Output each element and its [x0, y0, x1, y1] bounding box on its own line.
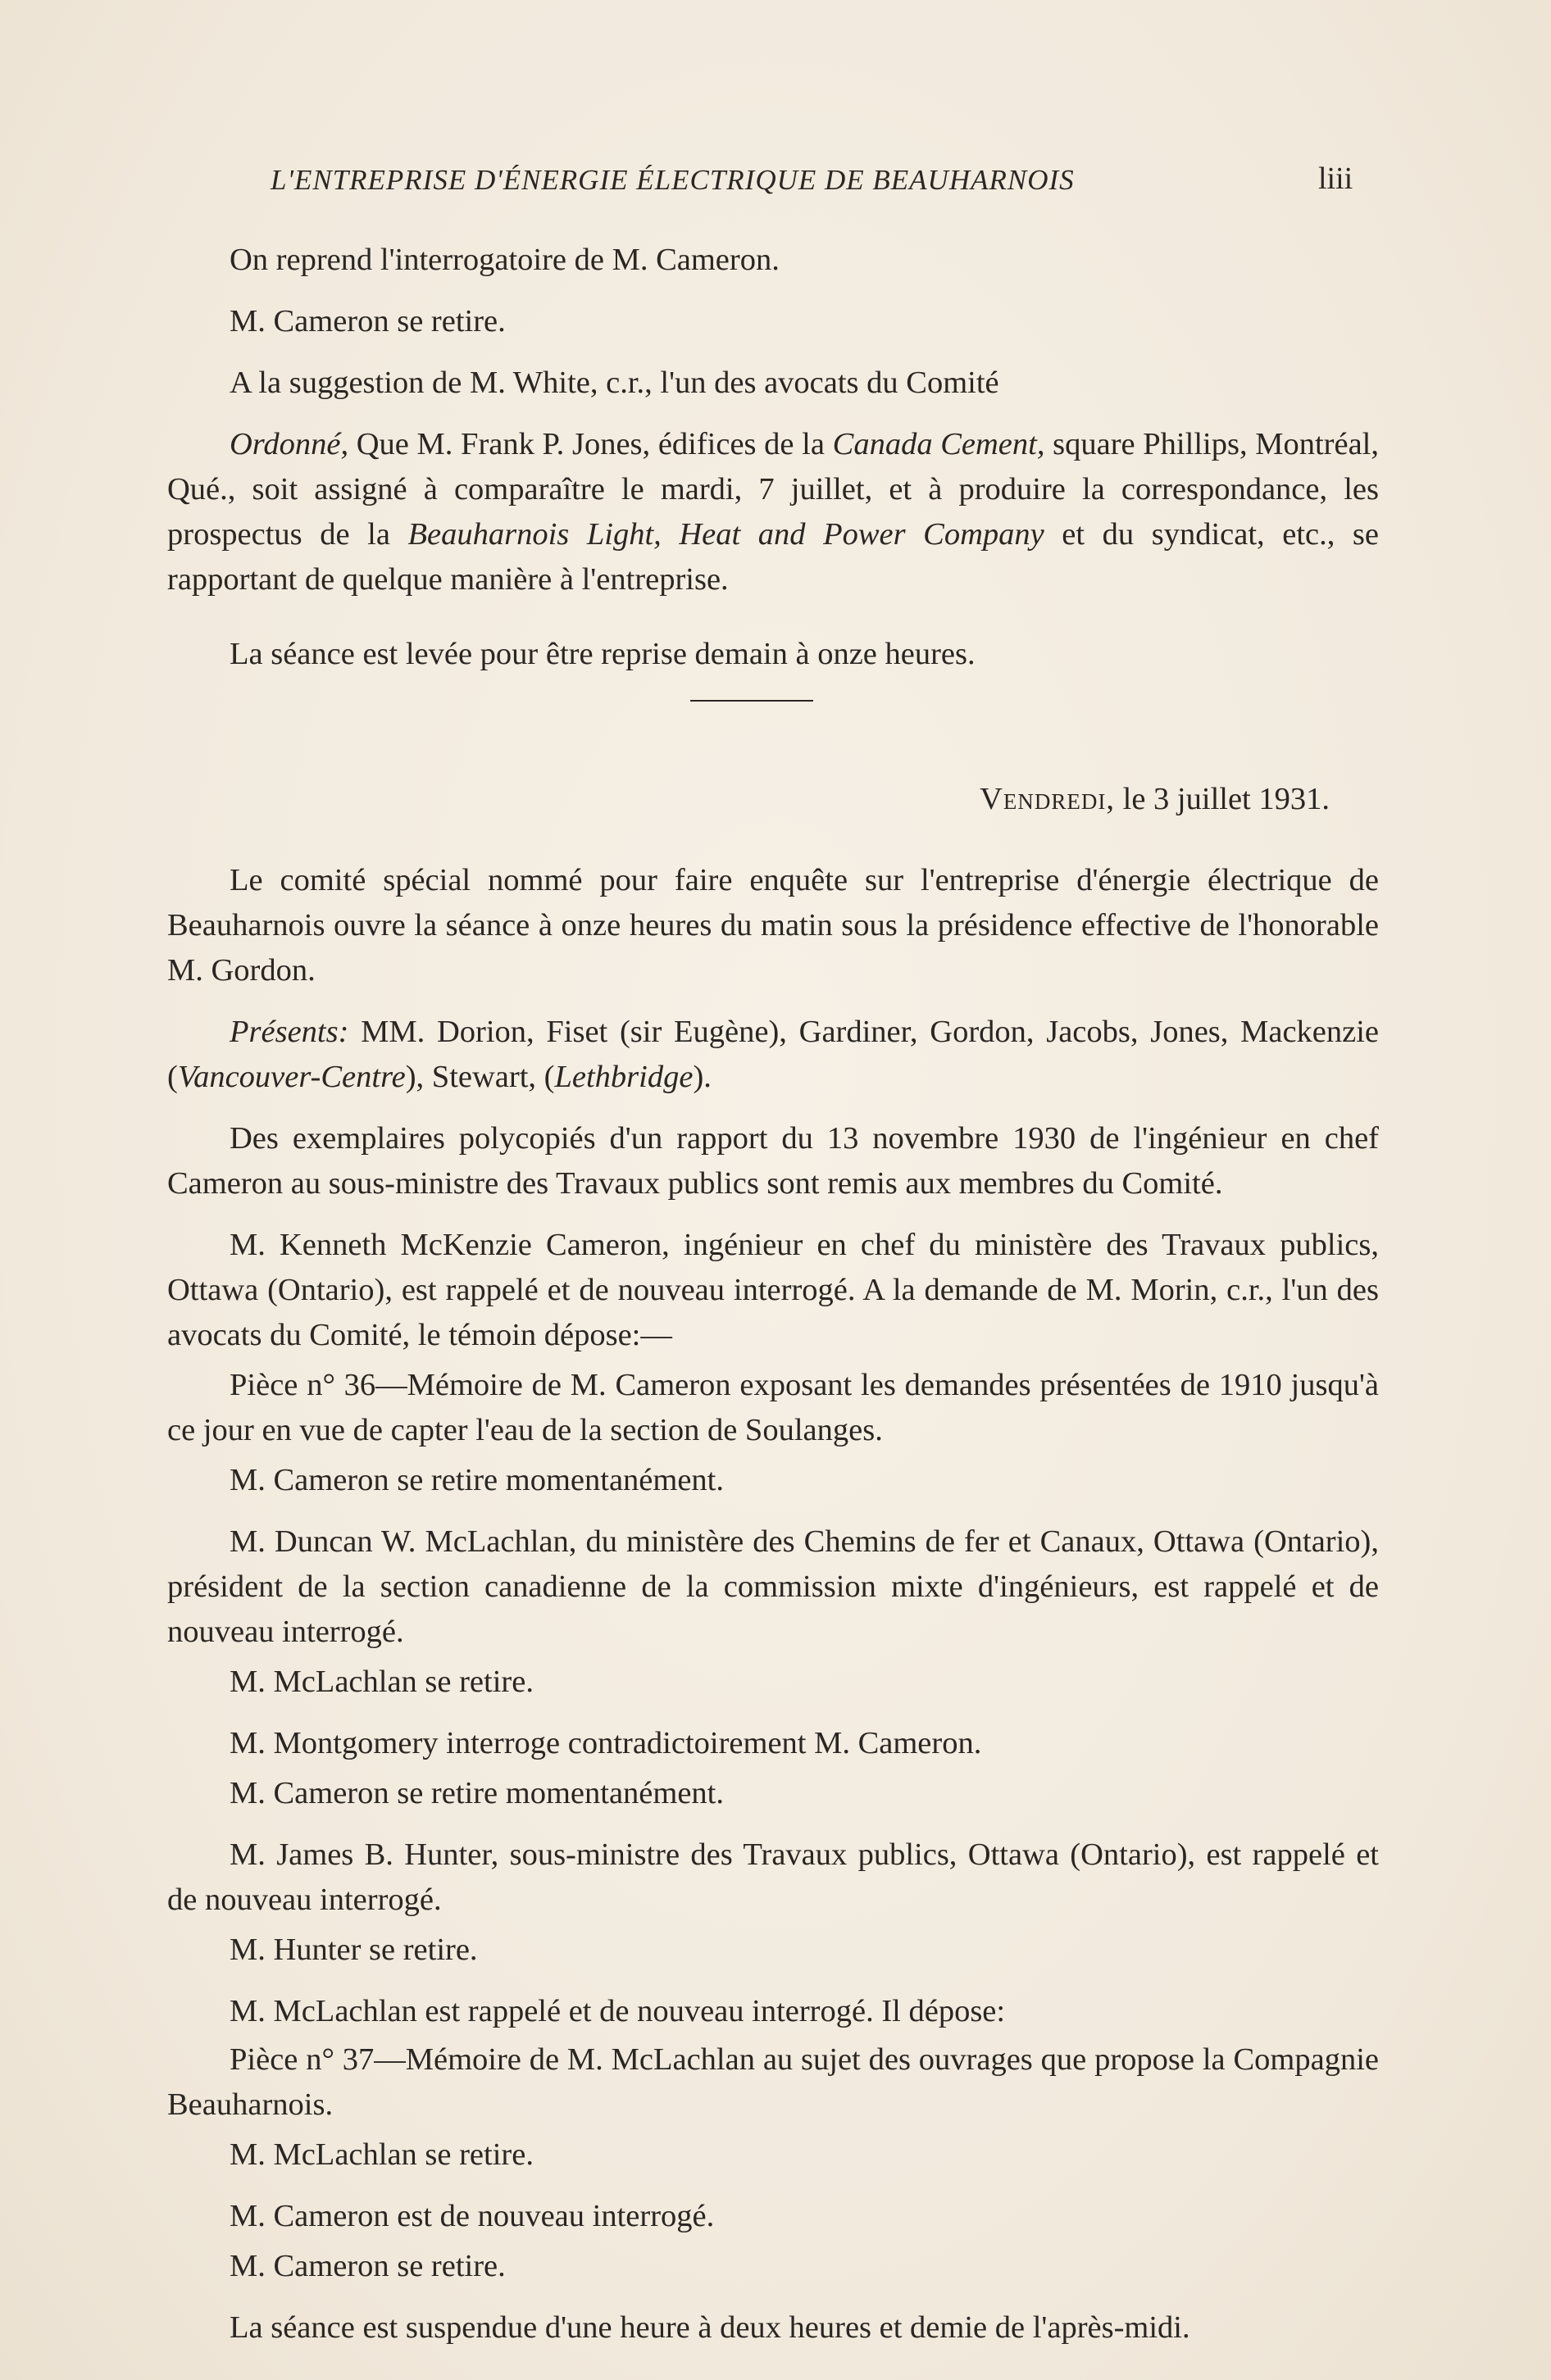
paragraph: M. James B. Hunter, sous-ministre des Travaux publics, Ottawa (Ontario), est rappelé et de nouveau interrogé.	[167, 1837, 1379, 1917]
paragraph: M. Cameron est de nouveau interrogé.	[230, 2199, 715, 2233]
paragraph: M. McLachlan est rappelé et de nouveau interrogé. Il dépose:	[230, 1994, 1006, 2028]
body-text	[167, 238, 1379, 2367]
date-heading	[167, 777, 1330, 822]
ordonne-label: Ordonné,	[230, 427, 349, 461]
presents-label: Présents:	[230, 1015, 349, 1049]
text-run: Que M. Frank P. Jones, édifices de la	[348, 427, 833, 461]
exhibit-paragraph: Pièce n° 36—Mémoire de M. Cameron exposant les demandes présentées de 1910 jusqu'à ce jour en vue de capter l'eau de la section de Soulanges.	[167, 1368, 1379, 1447]
running-title: L'ENTREPRISE D'ÉNERGIE ÉLECTRIQUE DE BEAUHARNOIS	[271, 164, 1075, 196]
paragraph: M. Cameron se retire.	[230, 2249, 506, 2283]
page-number: liii	[1318, 161, 1353, 196]
paragraph: M. Cameron se retire.	[230, 304, 506, 338]
date-rest: le 3 juillet 1931.	[1115, 782, 1330, 816]
paragraph: Des exemplaires polycopiés d'un rapport du 13 novembre 1930 de l'ingénieur en chef Cameron au sous-ministre des Travaux publics sont remis aux membres du Comité.	[167, 1121, 1379, 1201]
paragraph: La séance est levée pour être reprise demain à onze heures.	[230, 637, 976, 671]
text-run: ), Stewart, (	[405, 1060, 555, 1094]
paragraph: Le comité spécial nommé pour faire enquête sur l'entreprise d'énergie électrique de Beauharnois ouvre la séance à onze heures du matin sous la présidence effective de l'honorable M. Gordon.	[167, 863, 1379, 988]
paragraph: M. Cameron se retire momentanément.	[230, 1463, 724, 1497]
section-divider	[690, 700, 813, 702]
paragraph: On reprend l'interrogatoire de M. Cameron.	[230, 243, 780, 277]
exhibit-paragraph: Pièce n° 37—Mémoire de M. McLachlan au sujet des ouvrages que propose la Compagnie Beauharnois.	[167, 2042, 1379, 2122]
paragraph: M. Duncan W. McLachlan, du ministère des Chemins de fer et Canaux, Ottawa (Ontario), président de la section canadienne de la commission mixte d'ingénieurs, est rappelé et de nouveau interrogé.	[167, 1524, 1379, 1649]
text-run: square Phillips, Montréal, Qué., soit assigné à comparaître le mardi, 7 juillet, et à produire la correspondance, les prospectus de la	[167, 427, 1379, 552]
text-run: ).	[693, 1060, 712, 1094]
paragraph: La séance est suspendue d'une heure à deux heures et demie de l'après-midi.	[230, 2310, 1190, 2345]
company-name: Canada Cement,	[832, 427, 1045, 461]
paragraph: M. Kenneth McKenzie Cameron, ingénieur en chef du ministère des Travaux publics, Ottawa (Ontario), est rappelé et de nouveau interrogé. A la demande de M. Morin, c.r., l'un des avocats du Comité, le témoin dépose:—	[167, 1228, 1379, 1352]
paragraph: M. McLachlan se retire.	[230, 2137, 534, 2172]
riding-name: Lethbridge	[554, 1060, 694, 1094]
date-day: Vendredi,	[980, 782, 1116, 816]
paragraph: M. Montgomery interroge contradictoirement M. Cameron.	[230, 1726, 982, 1760]
text-run: et du syndicat, etc., se rapportant de quelque manière à l'entreprise.	[167, 517, 1379, 597]
riding-name: Vancouver-Centre	[177, 1060, 406, 1094]
paragraph: M. Cameron se retire momentanément.	[230, 1776, 724, 1810]
paragraph: M. Hunter se retire.	[230, 1933, 478, 1967]
paragraph: M. McLachlan se retire.	[230, 1665, 534, 1699]
text-run: MM. Dorion, Fiset (sir Eugène), Gardiner, Gordon, Jacobs, Jones, Mackenzie (	[167, 1015, 1379, 1094]
paragraph: A la suggestion de M. White, c.r., l'un des avocats du Comité	[230, 366, 999, 400]
company-name: Beauharnois Light, Heat and Power Company	[407, 517, 1044, 552]
order-paragraph	[167, 422, 1379, 602]
presents-paragraph	[167, 1010, 1379, 1100]
